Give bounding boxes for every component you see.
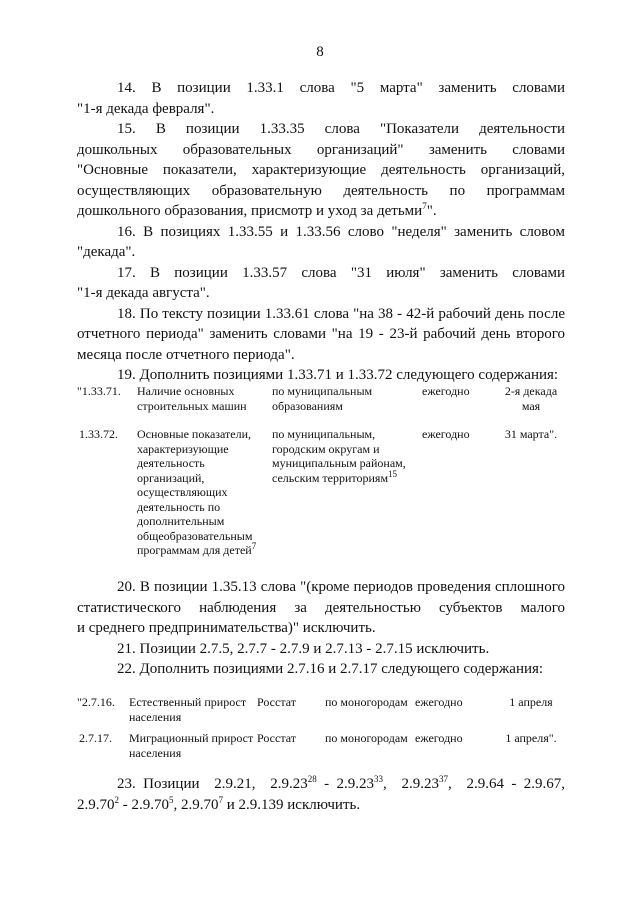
paragraph-15-line-2: дошкольных образовательных организаций" заменить словами — [77, 141, 565, 158]
table-row — [77, 695, 565, 731]
row-number: 2.7.17. — [79, 731, 112, 745]
paragraph-20-line-3: и среднего предпринимательства)" исключить. — [77, 620, 376, 636]
footnote-ref: 7 — [218, 794, 223, 805]
paragraph-18-line-3: месяца после отчетного периода". — [77, 346, 295, 363]
indicator-date: 1 апреля — [509, 695, 553, 709]
indicator-level-cell — [272, 427, 422, 558]
paragraph-17-line-1: 17. В позиции 1.33.57 слова "31 июля" заменить словами — [117, 264, 565, 281]
indicator-org: Росстат — [257, 731, 296, 745]
paragraph-14-line-1: 14. В позиции 1.33.1 слова "5 марта" заменить словами — [117, 80, 565, 96]
table-row — [77, 731, 565, 760]
indicator-period: ежегодно — [422, 384, 470, 398]
paragraph-17-line-2: "1-я декада августа". — [77, 285, 210, 301]
indicator-name-cell — [137, 427, 272, 558]
paragraph-15-line-3: "Основные показатели, характеризующие деятельность организаций, — [77, 162, 565, 178]
indicator-name: Основные показатели, характеризующие деятельность организаций, осуществляющих деятельность по дополнительным общеобразовательным программам для детей — [137, 427, 253, 557]
paragraph-23-part: - 2.9.70 — [119, 796, 169, 813]
indicator-level: по моногородам — [325, 731, 408, 745]
footnote-ref: 28 — [307, 774, 317, 784]
paragraph-15-line-4: осуществляющих образовательную деятельность по программам — [77, 182, 565, 199]
indicator-period: ежегодно — [422, 427, 470, 441]
paragraph-15-end: ". — [426, 203, 437, 219]
paragraph-23-part: и 2.9.139 исключить. — [223, 796, 361, 813]
positions-table-1 — [77, 384, 565, 558]
row-number: 1.33.72. — [79, 427, 118, 441]
table-row — [77, 384, 565, 427]
indicator-level: по муниципальным, городским округам и муниципальным районам, сельским территориям — [272, 427, 406, 485]
row-number: "1.33.71. — [77, 384, 121, 398]
footnote-ref: 37 — [439, 774, 448, 784]
paragraph-15-line-1: 15. В позиции 1.33.35 слова "Показатели деятельности — [117, 121, 565, 137]
paragraph-23-part: , 2.9.70 — [173, 796, 219, 813]
paragraph-16-line-1: 16. В позициях 1.33.55 и 1.33.56 слово "неделя" заменить словом — [117, 223, 565, 240]
paragraph-19: 19. Дополнить позициями 1.33.71 и 1.33.72 следующего содержания: — [117, 367, 559, 383]
paragraph-23-part: , 2.9.64 - 2.9.67, — [448, 776, 565, 792]
paragraph-23-line-2 — [77, 795, 565, 816]
indicator-period: ежегодно — [415, 731, 463, 745]
paragraph-18-line-1: 18. По тексту позиции 1.33.61 слова "на 38 - 42-й рабочий день после — [117, 305, 565, 322]
footnote-ref: 7 — [251, 541, 257, 551]
paragraph-20-line-1: 20. В позиции 1.35.13 слова "(кроме периодов проведения сплошного — [117, 579, 565, 595]
paragraph-23-part: , 2.9.23 — [383, 776, 439, 792]
table-row — [77, 427, 565, 558]
row-number: "2.7.16. — [77, 695, 115, 709]
indicator-level: по муниципальным образованиям — [272, 384, 373, 413]
paragraph-14-line-2: "1-я декада февраля". — [77, 100, 215, 117]
indicator-name: Миграционный прирост населения — [129, 731, 254, 760]
footnote-ref: 33 — [374, 774, 383, 784]
paragraph-15-text: дошкольного образования, присмотр и уход за детьми — [77, 203, 423, 219]
indicator-org: Росстат — [257, 695, 296, 709]
paragraph-16-line-2: "декада". — [77, 244, 136, 260]
paragraph-23-line-1 — [77, 774, 565, 795]
paragraph-15-line-5 — [77, 201, 565, 222]
paragraph-23-part: 2.9.70 — [77, 796, 115, 813]
indicator-name: Наличие основных строительных машин — [137, 384, 247, 413]
indicator-level: по моногородам — [325, 695, 408, 709]
footnote-ref: 7 — [422, 201, 427, 211]
paragraph-23-part: - 2.9.23 — [316, 776, 374, 792]
footnote-ref: 5 — [169, 794, 174, 805]
indicator-date: 1 апреля". — [505, 731, 557, 745]
paragraph-22: 22. Дополнить позициями 2.7.16 и 2.7.17 следующего содержания: — [117, 661, 544, 677]
paragraph-20-line-2: статистического наблюдения за деятельностью субъектов малого — [77, 599, 565, 616]
paragraph-21: 21. Позиции 2.7.5, 2.7.7 - 2.7.9 и 2.7.13 - 2.7.15 исключить. — [117, 640, 490, 657]
page-number: 8 — [316, 44, 324, 60]
indicator-period: ежегодно — [415, 695, 463, 709]
paragraph-23-part: 23. Позиции 2.9.21, 2.9.23 — [117, 776, 308, 792]
footnote-ref: 2 — [114, 794, 119, 805]
indicator-name: Естественный прирост населения — [129, 695, 247, 724]
indicator-date: 31 марта". — [504, 427, 558, 441]
positions-table-2 — [77, 695, 565, 760]
footnote-ref: 15 — [388, 468, 398, 479]
indicator-date: 2-я декада мая — [504, 384, 558, 413]
paragraph-18-line-2: отчетного периода" заменить словами "на 19 - 23-й рабочий день второго — [77, 326, 565, 342]
